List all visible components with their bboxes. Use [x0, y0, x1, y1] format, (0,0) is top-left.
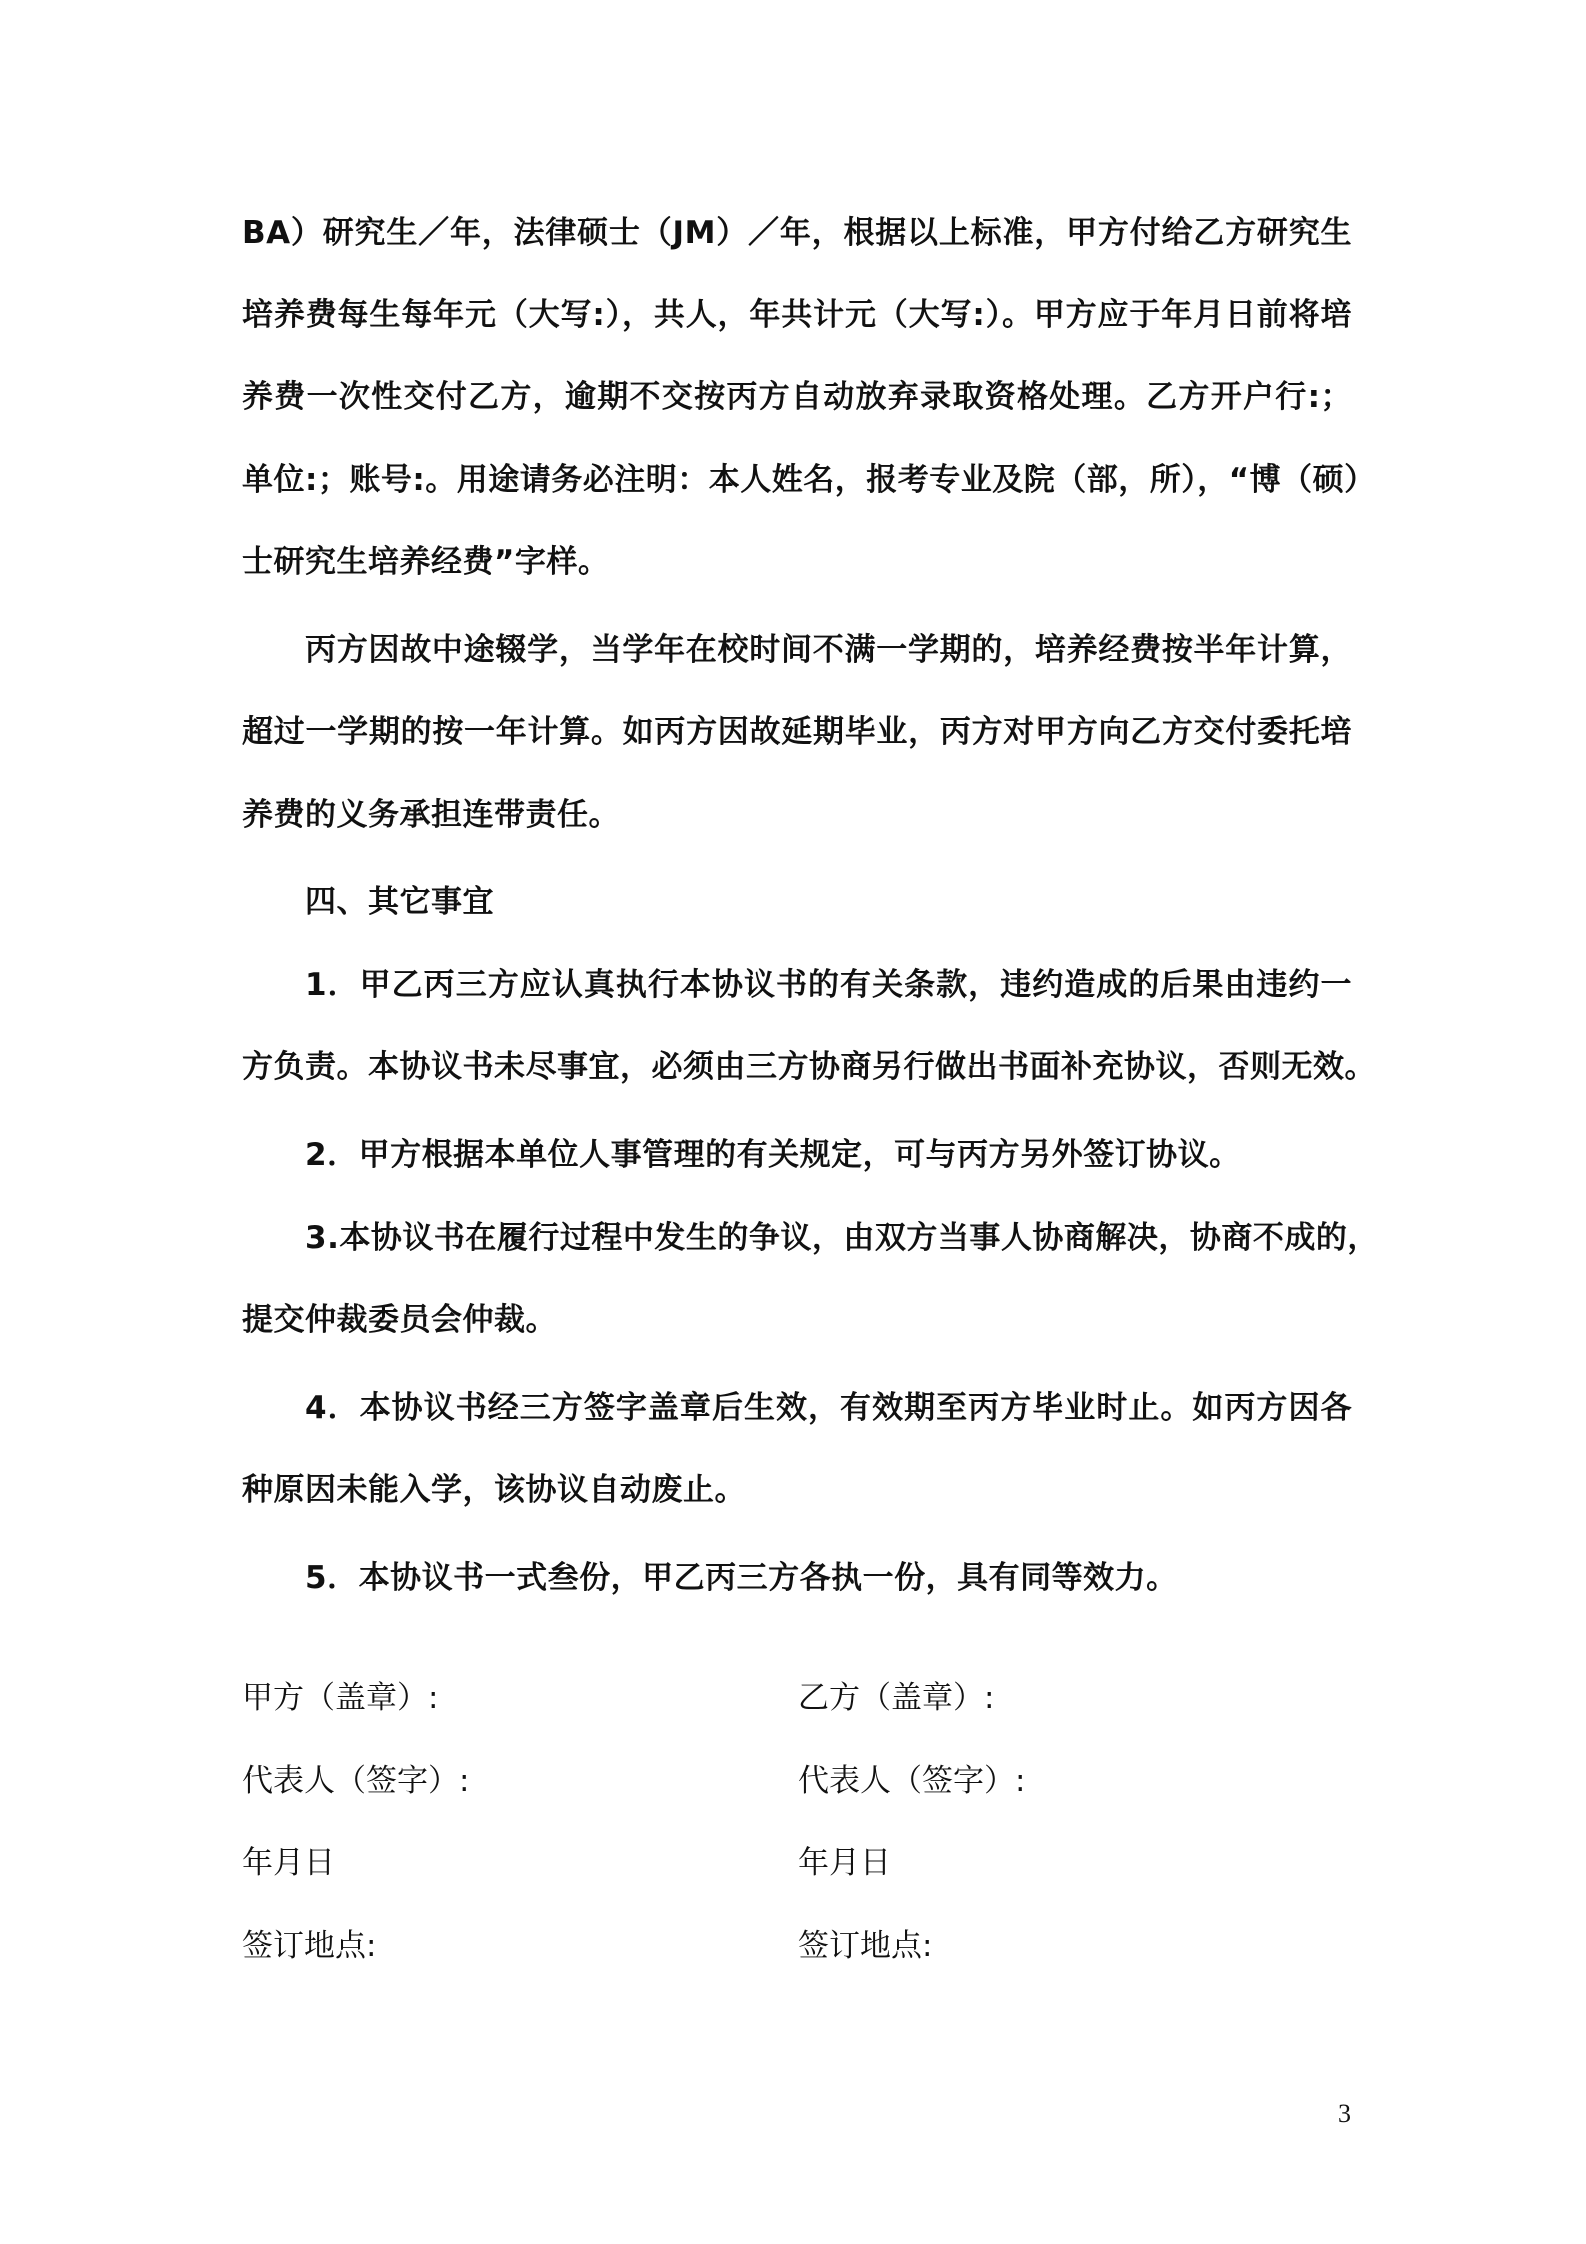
section-heading: 四、其它事宜: [305, 884, 494, 920]
party-b-representative-label: 代表人（签字）:: [798, 1763, 1026, 1799]
paragraph-line: 超过一学期的按一年计算。如丙方因故延期毕业，丙方对甲方向乙方交付委托培: [242, 714, 1352, 750]
paragraph-line: 单位:；账号:。用途请务必注明：本人姓名，报考专业及院（部，所），“博（硕）: [242, 462, 1376, 498]
clause-line: 4．本协议书经三方签字盖章后生效，有效期至丙方毕业时止。如丙方因各: [305, 1390, 1352, 1426]
party-b-date-label: 年月日: [798, 1845, 891, 1881]
clause-line: 3.本协议书在履行过程中发生的争议，由双方当事人协商解决，协商不成的，: [305, 1220, 1379, 1256]
clause-line: 方负责。本协议书未尽事宜，必须由三方协商另行做出书面补充协议，否则无效。: [242, 1049, 1376, 1085]
clause-line: 1．甲乙丙三方应认真执行本协议书的有关条款，违约造成的后果由违约一: [305, 967, 1352, 1003]
party-a-representative-label: 代表人（签字）:: [242, 1763, 470, 1799]
party-a-date-label: 年月日: [242, 1845, 335, 1881]
party-a-seal-label: 甲方（盖章）:: [242, 1680, 439, 1716]
paragraph-line: BA）研究生／年，法律硕士（JM）／年，根据以上标准，甲方付给乙方研究生: [242, 215, 1352, 251]
clause-line: 2．甲方根据本单位人事管理的有关规定，可与丙方另外签订协议。: [305, 1137, 1241, 1173]
party-b-seal-label: 乙方（盖章）:: [798, 1680, 995, 1716]
clause-line: 5．本协议书一式叁份，甲乙丙三方各执一份，具有同等效力。: [305, 1560, 1178, 1596]
paragraph-line: 养费一次性交付乙方，逾期不交按丙方自动放弃录取资格处理。乙方开户行:；: [242, 379, 1352, 415]
paragraph-line: 丙方因故中途辍学，当学年在校时间不满一学期的，培养经费按半年计算，: [305, 632, 1352, 668]
page-number: 3: [1338, 2099, 1351, 2128]
paragraph-line: 养费的义务承担连带责任。: [242, 797, 620, 833]
clause-line: 种原因未能入学，该协议自动废止。: [242, 1472, 746, 1508]
paragraph-line: 士研究生培养经费”字样。: [242, 544, 610, 580]
paragraph-line: 培养费每生每年元（大写:），共人，年共计元（大写:）。甲方应于年月日前将培: [242, 297, 1352, 333]
clause-line: 提交仲裁委员会仲裁。: [242, 1302, 557, 1338]
party-b-place-label: 签订地点:: [798, 1928, 933, 1964]
party-a-place-label: 签订地点:: [242, 1928, 377, 1964]
